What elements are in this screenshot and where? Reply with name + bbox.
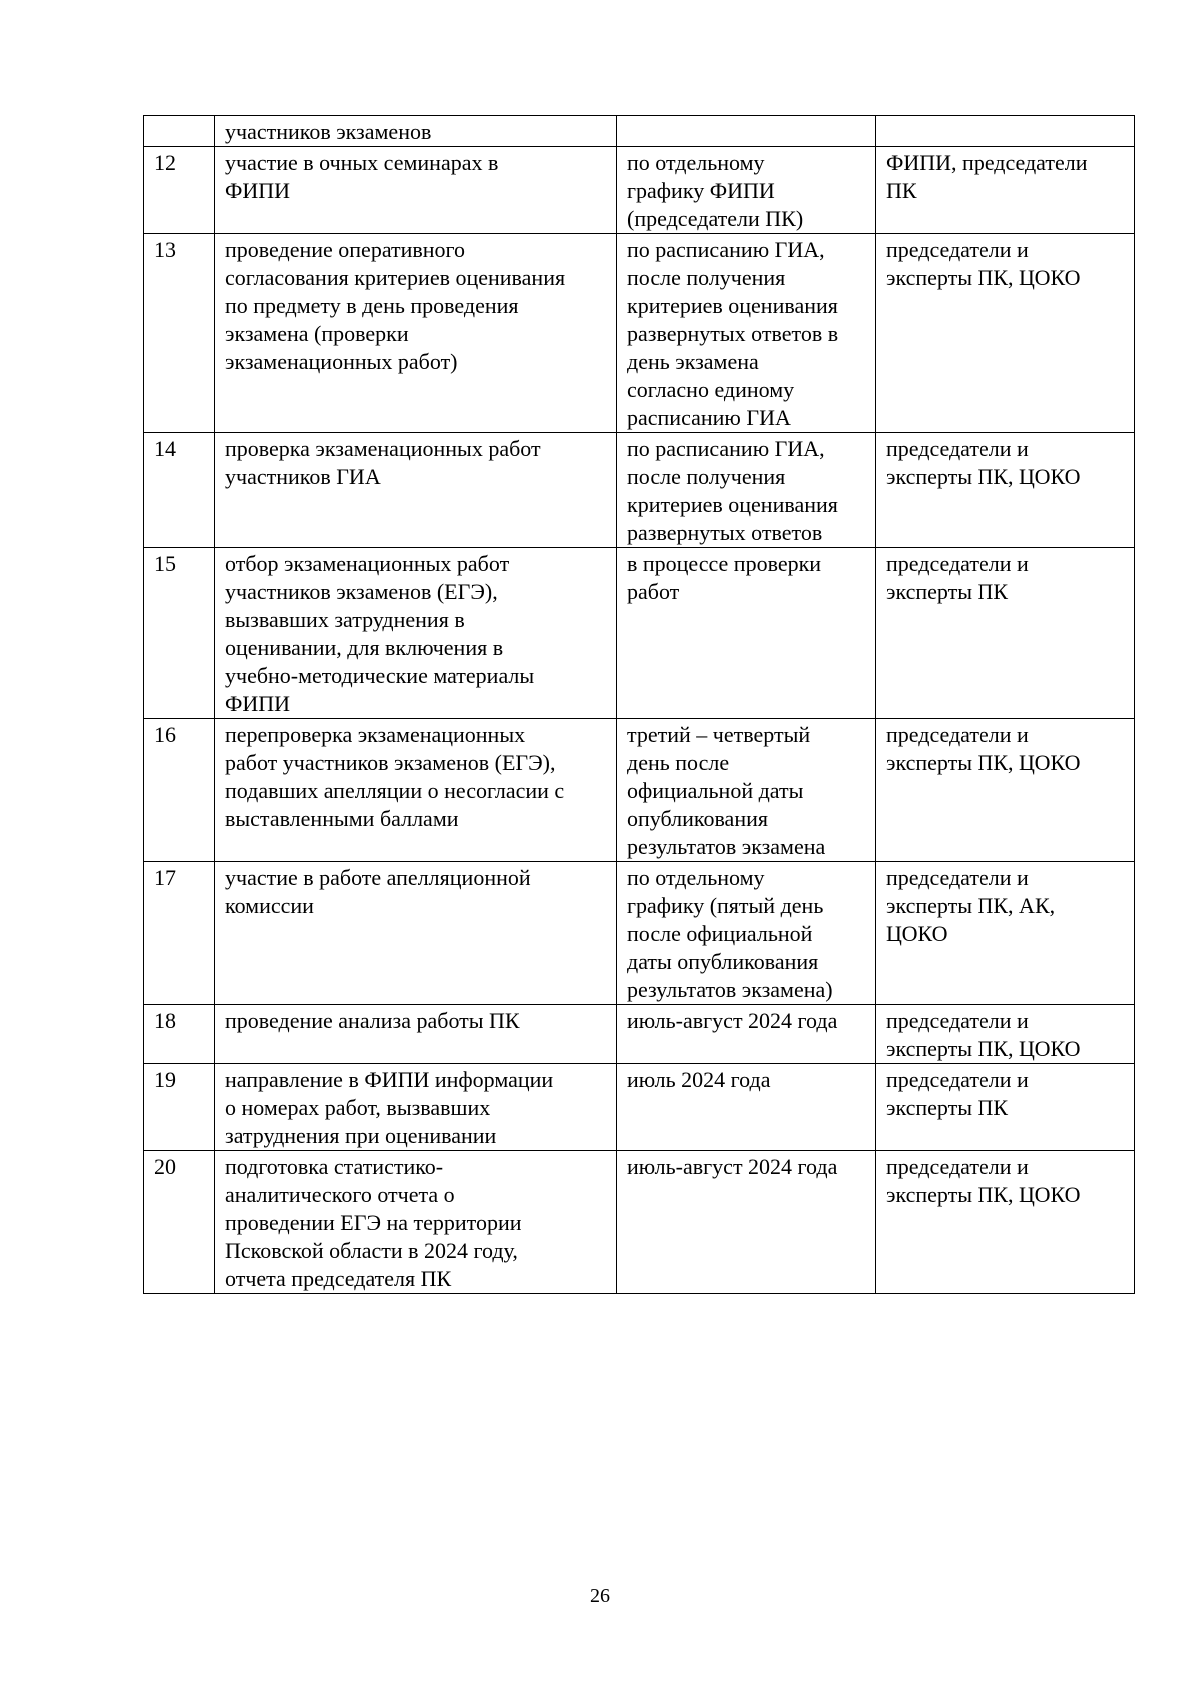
task-cell: отбор экзаменационных работ участников экзаменов (ЕГЭ), вызвавших затруднения в оценивании, для включения в учебно-методические материалы ФИПИ	[215, 548, 617, 719]
table-row	[144, 1064, 1135, 1151]
row-number: 20	[144, 1151, 215, 1294]
row-number: 18	[144, 1005, 215, 1064]
responsible-cell: председатели и эксперты ПК, ЦОКО	[876, 1005, 1135, 1064]
row-number: 17	[144, 862, 215, 1005]
task-cell: участников экзаменов	[215, 116, 617, 147]
table-row	[144, 147, 1135, 234]
responsible-cell: председатели и эксперты ПК, ЦОКО	[876, 1151, 1135, 1294]
row-number: 14	[144, 433, 215, 548]
term-cell: июль 2024 года	[617, 1064, 876, 1151]
term-cell	[617, 116, 876, 147]
task-cell: направление в ФИПИ информации о номерах работ, вызвавших затруднения при оценивании	[215, 1064, 617, 1151]
table-row	[144, 234, 1135, 433]
table-row	[144, 1005, 1135, 1064]
term-cell: июль-август 2024 года	[617, 1151, 876, 1294]
term-cell: по расписанию ГИА, после получения критериев оценивания развернутых ответов	[617, 433, 876, 548]
term-cell: июль-август 2024 года	[617, 1005, 876, 1064]
row-number	[144, 116, 215, 147]
row-number: 19	[144, 1064, 215, 1151]
term-cell: третий – четвертый день после официальной даты опубликования результатов экзамена	[617, 719, 876, 862]
responsible-cell: председатели и эксперты ПК, АК, ЦОКО	[876, 862, 1135, 1005]
task-cell: проведение анализа работы ПК	[215, 1005, 617, 1064]
row-number: 16	[144, 719, 215, 862]
term-cell: по расписанию ГИА, после получения критериев оценивания развернутых ответов в день экзамена согласно единому расписанию ГИА	[617, 234, 876, 433]
row-number: 12	[144, 147, 215, 234]
term-cell: по отдельному графику ФИПИ (председатели ПК)	[617, 147, 876, 234]
responsible-cell: председатели и эксперты ПК, ЦОКО	[876, 234, 1135, 433]
task-cell: подготовка статистико- аналитического отчета о проведении ЕГЭ на территории Псковской области в 2024 году, отчета председателя ПК	[215, 1151, 617, 1294]
table-row	[144, 1151, 1135, 1294]
term-cell: в процессе проверки работ	[617, 548, 876, 719]
table-row	[144, 433, 1135, 548]
table-row	[144, 548, 1135, 719]
page-number: 26	[590, 1585, 610, 1607]
responsible-cell: председатели и эксперты ПК, ЦОКО	[876, 433, 1135, 548]
task-cell: перепроверка экзаменационных работ участников экзаменов (ЕГЭ), подавших апелляции о несогласии с выставленными баллами	[215, 719, 617, 862]
table-row	[144, 116, 1135, 147]
task-cell: проведение оперативного согласования критериев оценивания по предмету в день проведения экзамена (проверки экзаменационных работ)	[215, 234, 617, 433]
task-cell: проверка экзаменационных работ участников ГИА	[215, 433, 617, 548]
table-row	[144, 862, 1135, 1005]
responsible-cell: председатели и эксперты ПК	[876, 548, 1135, 719]
table-row	[144, 719, 1135, 862]
task-cell: участие в работе апелляционной комиссии	[215, 862, 617, 1005]
task-cell: участие в очных семинарах в ФИПИ	[215, 147, 617, 234]
schedule-table	[143, 115, 1135, 1294]
row-number: 15	[144, 548, 215, 719]
responsible-cell: ФИПИ, председатели ПК	[876, 147, 1135, 234]
row-number: 13	[144, 234, 215, 433]
responsible-cell	[876, 116, 1135, 147]
responsible-cell: председатели и эксперты ПК, ЦОКО	[876, 719, 1135, 862]
responsible-cell: председатели и эксперты ПК	[876, 1064, 1135, 1151]
term-cell: по отдельному графику (пятый день после официальной даты опубликования результатов экзамена)	[617, 862, 876, 1005]
